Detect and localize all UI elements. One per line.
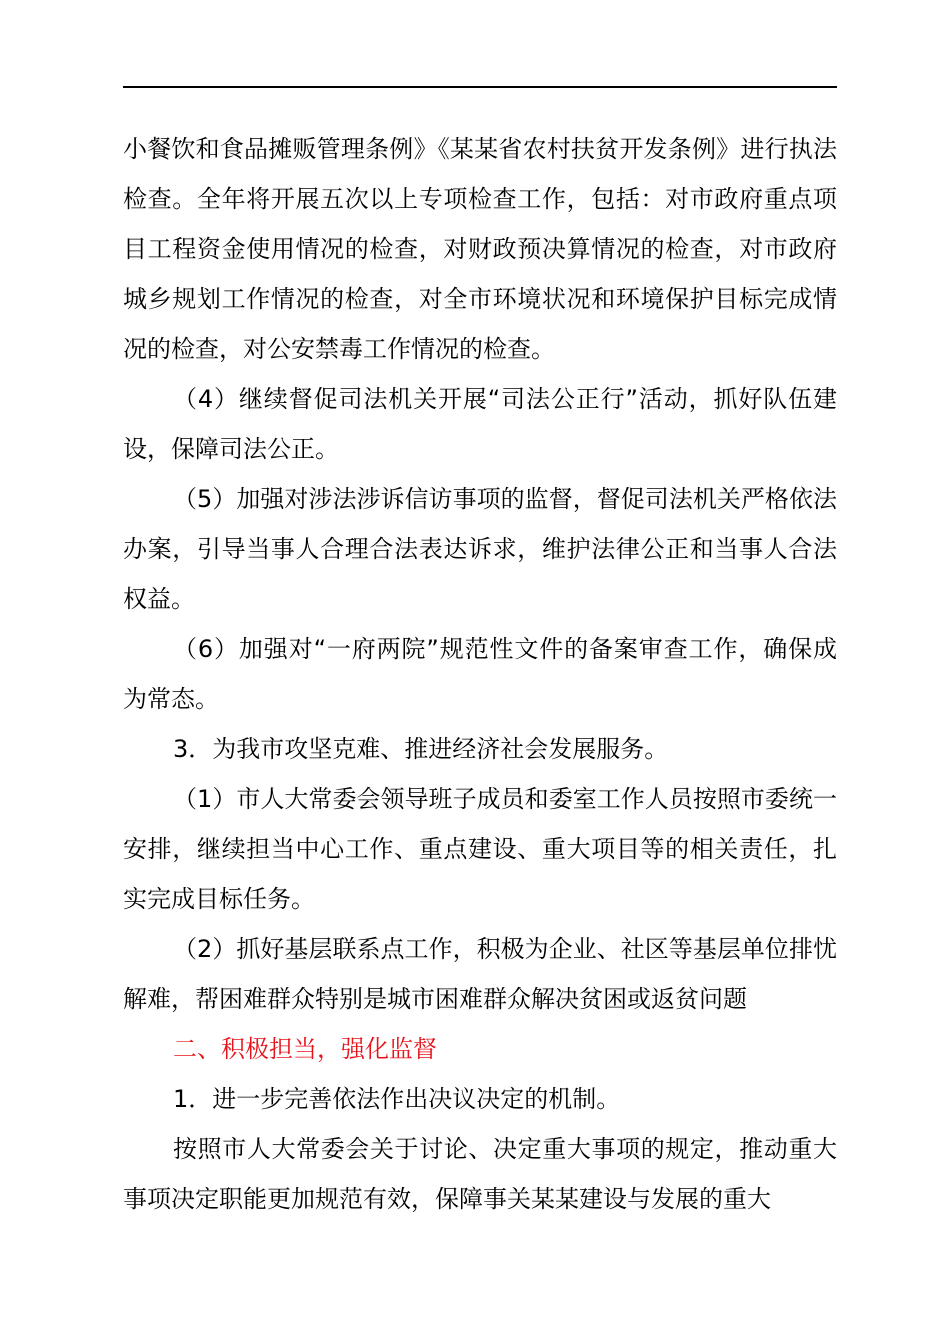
- paragraph-continuation: 小餐饮和食品摊贩管理条例》《某某省农村扶贫开发条例》进行执法检查。全年将开展五次以上专项检查工作，包括：对市政府重点项目工程资金使用情况的检查，对财政预决算情况的检查，对市政府城乡规划工作情况的检查，对全市环境状况和环境保护目标完成情况的检查，对公安禁毒工作情况的检查。: [123, 135, 837, 363]
- chapter-heading: 二、积极担当，强化监督: [173, 1035, 437, 1063]
- paragraph-item-1: （1）市人大常委会领导班子成员和委室工作人员按照市委统一安排，继续担当中心工作、重点建设、重大项目等的相关责任，扎实完成目标任务。: [123, 785, 837, 913]
- paragraph-body-final: 按照市人大常委会关于讨论、决定重大事项的规定，推动重大事项决定职能更加规范有效，保障事关某某建设与发展的重大: [123, 1135, 837, 1213]
- paragraph-item-5: （5）加强对涉法涉诉信访事项的监督，督促司法机关严格依法办案，引导当事人合理合法表达诉求，维护法律公正和当事人合法权益。: [123, 485, 837, 613]
- paragraph-item-4: （4）继续督促司法机关开展“司法公正行”活动，抓好队伍建设，保障司法公正。: [123, 385, 837, 463]
- section-3-title: 3．为我市攻坚克难、推进经济社会发展服务。: [173, 735, 669, 763]
- paragraph-item-6: （6）加强对“一府两院”规范性文件的备案审查工作，确保成为常态。: [123, 635, 837, 713]
- document-body: [123, 124, 837, 1224]
- subsection-1-title: 1．进一步完善依法作出决议决定的机制。: [173, 1085, 621, 1113]
- paragraph-item-2: （2）抓好基层联系点工作，积极为企业、社区等基层单位排忧解难，帮困难群众特别是城市困难群众解决贫困或返贫问题: [123, 935, 837, 1013]
- header-rule: [123, 86, 837, 88]
